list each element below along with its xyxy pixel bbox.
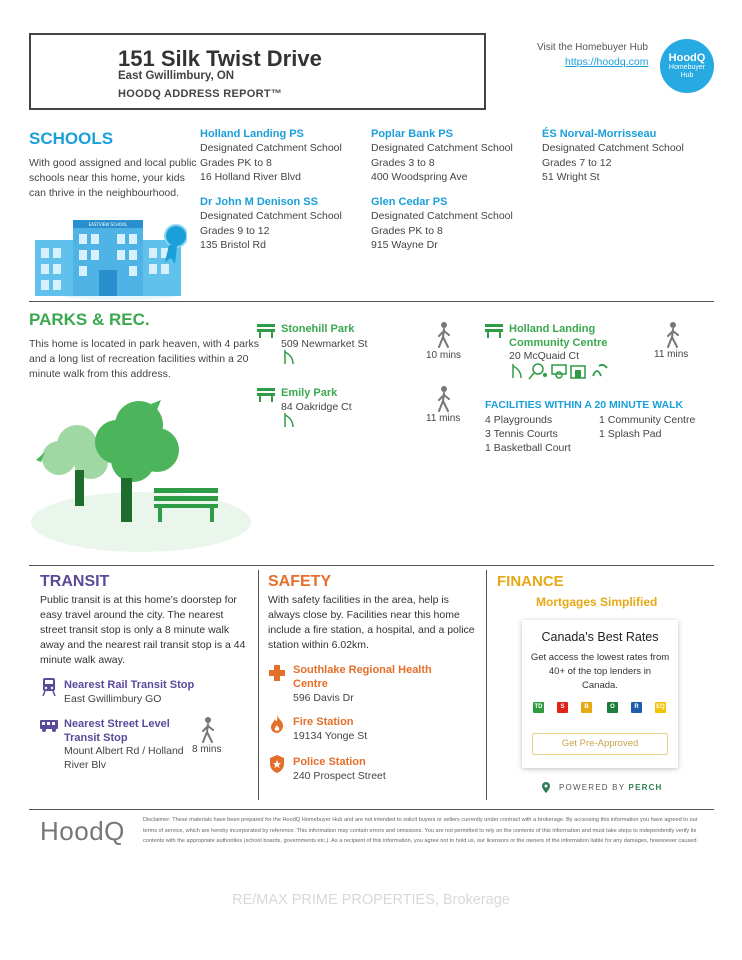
park-address: 20 McQuaid Ct xyxy=(509,350,580,362)
hub-badge-sub2: Hub xyxy=(680,72,694,79)
school-name: Dr John M Denison SS xyxy=(200,196,318,208)
school-type: Designated Catchment School xyxy=(200,142,342,154)
get-pre-approved-button[interactable]: Get Pre-Approved xyxy=(532,733,668,755)
school-address: 400 Woodspring Ave xyxy=(371,171,468,183)
school-grades: Grades PK to 8 xyxy=(371,224,443,237)
address-title: 151 Silk Twist Drive xyxy=(118,46,322,71)
school-1[interactable] xyxy=(200,127,365,185)
walking-person-icon xyxy=(436,322,452,348)
school-grades: Grades 7 to 12 xyxy=(542,156,612,169)
bench-icon xyxy=(257,388,275,402)
park-illustration xyxy=(29,390,255,560)
safety-intro: With safety facilities in the area, help is always close by. Facilities near this home include a fire station, a hospital, and a police station within 6.02km. xyxy=(268,594,475,651)
train-icon xyxy=(42,678,56,696)
school-grades: Grades PK to 8 xyxy=(200,156,272,169)
park-address: 84 Oakridge Ct xyxy=(281,401,352,413)
school-address: 135 Bristol Rd xyxy=(200,239,266,251)
parks-heading-a: PARKS xyxy=(29,310,88,329)
school-grades: Grades 3 to 8 xyxy=(371,156,435,169)
report-title: HOODQ ADDRESS REPORT™ xyxy=(118,88,283,100)
school-building-illustration xyxy=(29,210,187,300)
location-pin-icon xyxy=(542,782,550,793)
rates-card-description: Get access the lowest rates from 40+ of the top lenders in Canada. xyxy=(530,652,670,691)
hospital-name-line2: Centre xyxy=(293,677,328,690)
school-address: 51 Wright St xyxy=(542,171,600,183)
rates-card xyxy=(522,620,678,768)
police-station-name[interactable]: Police Station xyxy=(293,756,366,768)
police-badge-icon xyxy=(270,755,284,773)
recreation-facility-icons xyxy=(511,362,611,380)
rail-stop-title[interactable]: Nearest Rail Transit Stop xyxy=(64,679,195,691)
transit-intro: Public transit is at this home's doorstep for easy travel around the city. The nearest street transit stop is only a 8 minute walk away and the nearest rail transit stop is a 44 minute walk away. xyxy=(40,594,246,666)
parks-intro: This home is located in park heaven, with 4 parks and a long list of recreation facilities within a 20 minute walk from this address. xyxy=(29,338,259,380)
bank-logo-icon: EQ xyxy=(655,702,666,713)
school-3[interactable] xyxy=(542,127,707,185)
hoodq-hub-badge[interactable] xyxy=(660,39,714,93)
street-stop-title-line2: Transit Stop xyxy=(64,731,128,744)
street-stop-title-line1: Nearest Street Level xyxy=(64,718,170,730)
safety-heading: SAFETY xyxy=(268,573,332,590)
park-address: 509 Newmarket St xyxy=(281,338,368,350)
walk-time: 8 mins xyxy=(192,744,222,755)
walking-person-icon xyxy=(665,322,681,348)
parks-heading-b: & REC. xyxy=(91,310,150,329)
finance-heading: FINANCE xyxy=(497,573,564,590)
rail-stop-name: East Gwillimbury GO xyxy=(64,693,162,705)
schools-heading: SCHOOLS xyxy=(29,129,114,148)
walking-person-icon xyxy=(200,717,216,743)
hospital-cross-icon xyxy=(269,665,285,681)
school-name: ÉS Norval-Morrisseau xyxy=(542,128,657,140)
hospital-name[interactable] xyxy=(293,664,432,691)
bench-icon xyxy=(485,324,503,338)
parks-heading xyxy=(29,310,150,330)
walk-time: 11 mins xyxy=(426,413,461,424)
hub-badge-title: HoodQ xyxy=(668,52,706,64)
school-2[interactable] xyxy=(371,127,536,185)
playground-icon xyxy=(283,413,295,427)
perch-brand: PERCH xyxy=(628,783,663,792)
fire-station-name[interactable]: Fire Station xyxy=(293,716,354,728)
walking-person-icon xyxy=(436,386,452,412)
school-type: Designated Catchment School xyxy=(542,142,684,154)
facility-item: 1 Basketball Court xyxy=(485,442,571,454)
schools-intro: With good assigned and local public schools near this home, your kids can thrive in the neighbourhood. xyxy=(29,157,197,199)
hospital-address: 596 Davis Dr xyxy=(293,692,354,704)
powered-by-label: POWERED BY xyxy=(559,783,626,792)
school-type: Designated Catchment School xyxy=(200,210,342,222)
school-address: 16 Holland River Blvd xyxy=(200,171,301,183)
park-name[interactable]: Stonehill Park xyxy=(281,323,355,335)
section-divider xyxy=(29,565,714,566)
hospital-name-line1: Southlake Regional Health xyxy=(293,664,432,676)
bank-logo-icon: O xyxy=(607,702,618,713)
address-city: East Gwillimbury, ON xyxy=(118,70,235,82)
bank-logo-icon: TD xyxy=(533,702,544,713)
school-sign: EASTVIEW SCHOOL xyxy=(88,222,128,227)
column-divider xyxy=(486,570,487,800)
school-address: 915 Wayne Dr xyxy=(371,239,438,251)
facilities-heading: FACILITIES WITHIN A 20 MINUTE WALK xyxy=(485,399,684,411)
column-divider xyxy=(258,570,259,800)
rates-card-title: Canada's Best Rates xyxy=(541,630,659,644)
hoodq-logo: HoodQ xyxy=(40,816,125,846)
facility-item: 4 Playgrounds xyxy=(485,414,553,426)
park-name-line2: Community Centre xyxy=(509,336,608,349)
brokerage-watermark: RE/MAX PRIME PROPERTIES, Brokerage xyxy=(232,892,510,908)
bench-icon xyxy=(257,324,275,338)
school-name: Holland Landing PS xyxy=(200,128,304,140)
park-name-line1: Holland Landing xyxy=(509,323,596,335)
powered-by-perch xyxy=(559,783,663,792)
facility-item: 1 Community Centre xyxy=(599,414,696,426)
transit-heading: TRANSIT xyxy=(40,573,110,590)
school-type: Designated Catchment School xyxy=(371,142,513,154)
school-5[interactable] xyxy=(371,195,536,253)
park-name[interactable]: Emily Park xyxy=(281,387,338,399)
finance-subheading: Mortgages Simplified xyxy=(536,595,658,609)
hub-visit-text: Visit the Homebuyer Hub xyxy=(537,42,648,53)
bank-logo-icon: R xyxy=(631,702,642,713)
fire-station-address: 19134 Yonge St xyxy=(293,730,368,742)
disclaimer-text: Disclaimer: These materials have been prepared for the HoodQ Homebuyer Hub and are not intended to solicit buyers or sellers currently under contract with a brokerage. By accessing this information you have agreed to our terms of service, which are hereby incorporated by reference. This information may contain errors and omissions. You are not permitted to rely on the contents of this information and must take steps to independently verify its contents with the appropriate authorities (school boards, governments etc.). As a recipient of this information, you agree not to hold us, our licensors or the owners of the information liable for any damages, howsoever caused. xyxy=(143,817,699,844)
fire-icon xyxy=(270,715,284,733)
hub-badge-sub1: Homebuyer xyxy=(668,64,706,71)
facility-item: 3 Tennis Courts xyxy=(485,428,558,440)
section-divider xyxy=(29,301,714,302)
walk-time: 11 mins xyxy=(654,349,689,360)
facility-item: 1 Splash Pad xyxy=(599,428,662,440)
police-station-address: 240 Prospect Street xyxy=(293,770,386,782)
bank-logo-icon: S xyxy=(557,702,568,713)
school-name: Glen Cedar PS xyxy=(371,196,448,208)
park-name[interactable] xyxy=(509,323,607,350)
bus-icon xyxy=(40,719,58,733)
walk-time: 10 mins xyxy=(426,350,462,361)
school-4[interactable] xyxy=(200,195,365,253)
school-name: Poplar Bank PS xyxy=(371,128,453,140)
street-stop-title[interactable] xyxy=(64,718,170,745)
school-grades: Grades 9 to 12 xyxy=(200,224,270,237)
hub-link[interactable]: https://hoodq.com xyxy=(565,56,649,68)
bank-logo-icon: B xyxy=(581,702,592,713)
footer-divider xyxy=(29,809,714,810)
school-type: Designated Catchment School xyxy=(371,210,513,222)
street-stop-name: Mount Albert Rd / Holland River Blv xyxy=(64,745,184,771)
playground-icon xyxy=(283,350,295,364)
